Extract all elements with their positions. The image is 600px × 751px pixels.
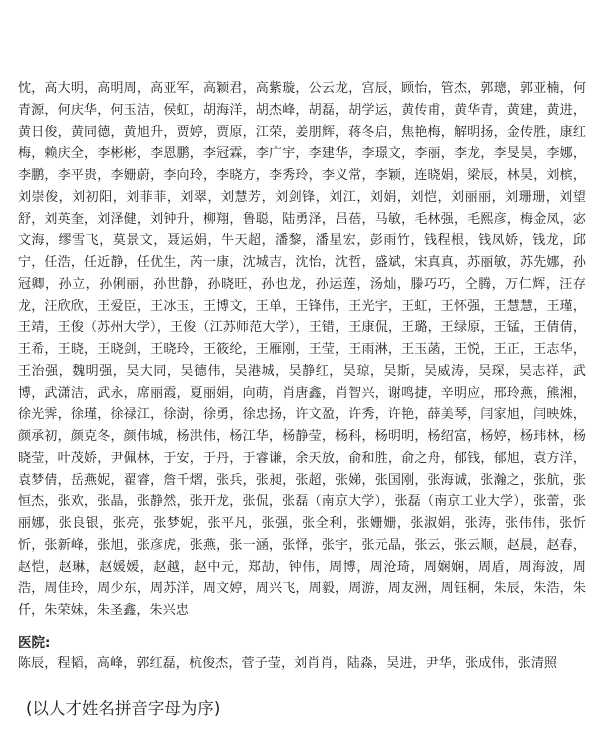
hospital-name-list: 陈辰，程韬，高峰，郭红磊，杭俊杰，菅子莹，刘肖肖，陆淼，吴进，尹华，张成伟，张清照 [18,655,558,671]
hospital-heading: 医院: [18,634,51,651]
sort-order-note: (以人才姓名拼音字母为序) [26,698,221,718]
talent-name-list: 忱，高大明，高明周，高亚军，高颖君，高紫璇，公云龙，宫辰，顾怡，管杰，郭璁，郭亚楠，何青源，何庆华，何玉洁，侯虹，胡海洋，胡杰峰，胡磊，胡学运，黄传甫，黄华青，黄建，黄进，黄日俊，黄同德，黄旭升，贾婷，贾原，江荣，姜朋辉，蒋冬启，焦艳梅，解明扬，金传胜，康红梅，赖庆全，李彬彬，李恩鹏，李冠霖，李广宇，李建华，李璟文，李丽，李龙，李旻昊，李娜，李鹏，李平贵，李姗蔚，李向玲，李晓方，李秀玲，李义常，李颖，连晓娟，梁辰，林昊，刘槟，刘崇俊，刘初阳，刘菲菲，刘翠，刘慧芳，刘剑锋，刘江，刘娟，刘恺，刘丽丽，刘珊珊，刘望舒，刘英奎，刘泽健，刘钟升，柳翔，鲁聪，陆勇泽，吕蓓，马敏，毛林强，毛熙彦，梅金凤，宓文海，缪雪飞，莫景文，聂运娟，牛天超，潘黎，潘星宏，彭雨竹，钱程根，钱凤娇，钱龙，邱宁，任浩，任近静，任优生，芮一康，沈城吉，沈怡，沈哲，盛斌，宋真真，苏丽敏，苏先娜，孙冠卿，孙立，孙俐丽，孙世静，孙晓旺，孙也龙，孙运莲，汤灿，滕巧巧，仝腾，万仁辉，汪存龙，汪欣欣，王爱臣，王冰玉，王博文，王单，王锋伟，王光宇，王虹，王怀强，王慧慧，王瑾，王靖，王俊（苏州大学），王俊（江苏师范大学），王错，王康侃，王璐，王绿原，王锰，王倩倩，王希，王晓，王晓剑，王晓玲，王筱纶，王雁刚，王莹，王雨淋，王玉菡，王悦，王正，王志华，王治强，魏明强，吴大同，吴德伟，吴港城，吴静红，吴琼，吴斯，吴威涛，吴琛，吴志祥，武博，武潇洁，武永，席丽霞，夏丽娟，向萌，肖唐鑫，肖智兴，谢鸣捷，辛明应，邢玲燕，熊湘，徐光霁，徐瑾，徐禄江，徐澍，徐勇，徐忠扬，许文盈，许秀，许艳，薛美琴，闫家旭，闫映姝，颜承初，颜克冬，颜伟城，杨洪伟，杨江华，杨静莹，杨科，杨明明，杨绍富，杨婷，杨玮林，杨晓莹，叶茂娇，尹佩林，于安，于丹，于睿谦，余天放，俞和胜，俞之舟，郁钱，郁旭，袁方洋，袁梦倩，岳燕妮，翟睿，詹千熠，张兵，张昶，张超，张娣，张国刚，张海诚，张瀚之，张航，张恒杰，张欢，张晶，张静然，张开龙，张侃，张磊（南京大学），张磊（南京工业大学），张蕾，张丽娜，张良银，张亮，张梦妮，张平凡，张强，张全利，张姗姗，张淑娟，张涛，张伟伟，张忻忻，张新峰，张旭，张彦虎，张燕，张一涵，张怿，张宇，张元晶，张云，张云顺，赵晨，赵春，赵恺，赵琳，赵媛媛，赵越，赵中元，郑劼，钟伟，周博，周沧琦，周娴娴，周盾，周海波，周浩，周佳玲，周少东，周苏洋，周文婷，周兴飞，周毅，周游，周友洲，周钰桐，朱辰，朱浩，朱仟，朱荣妹，朱圣鑫，朱兴忠 [18,81,586,618]
